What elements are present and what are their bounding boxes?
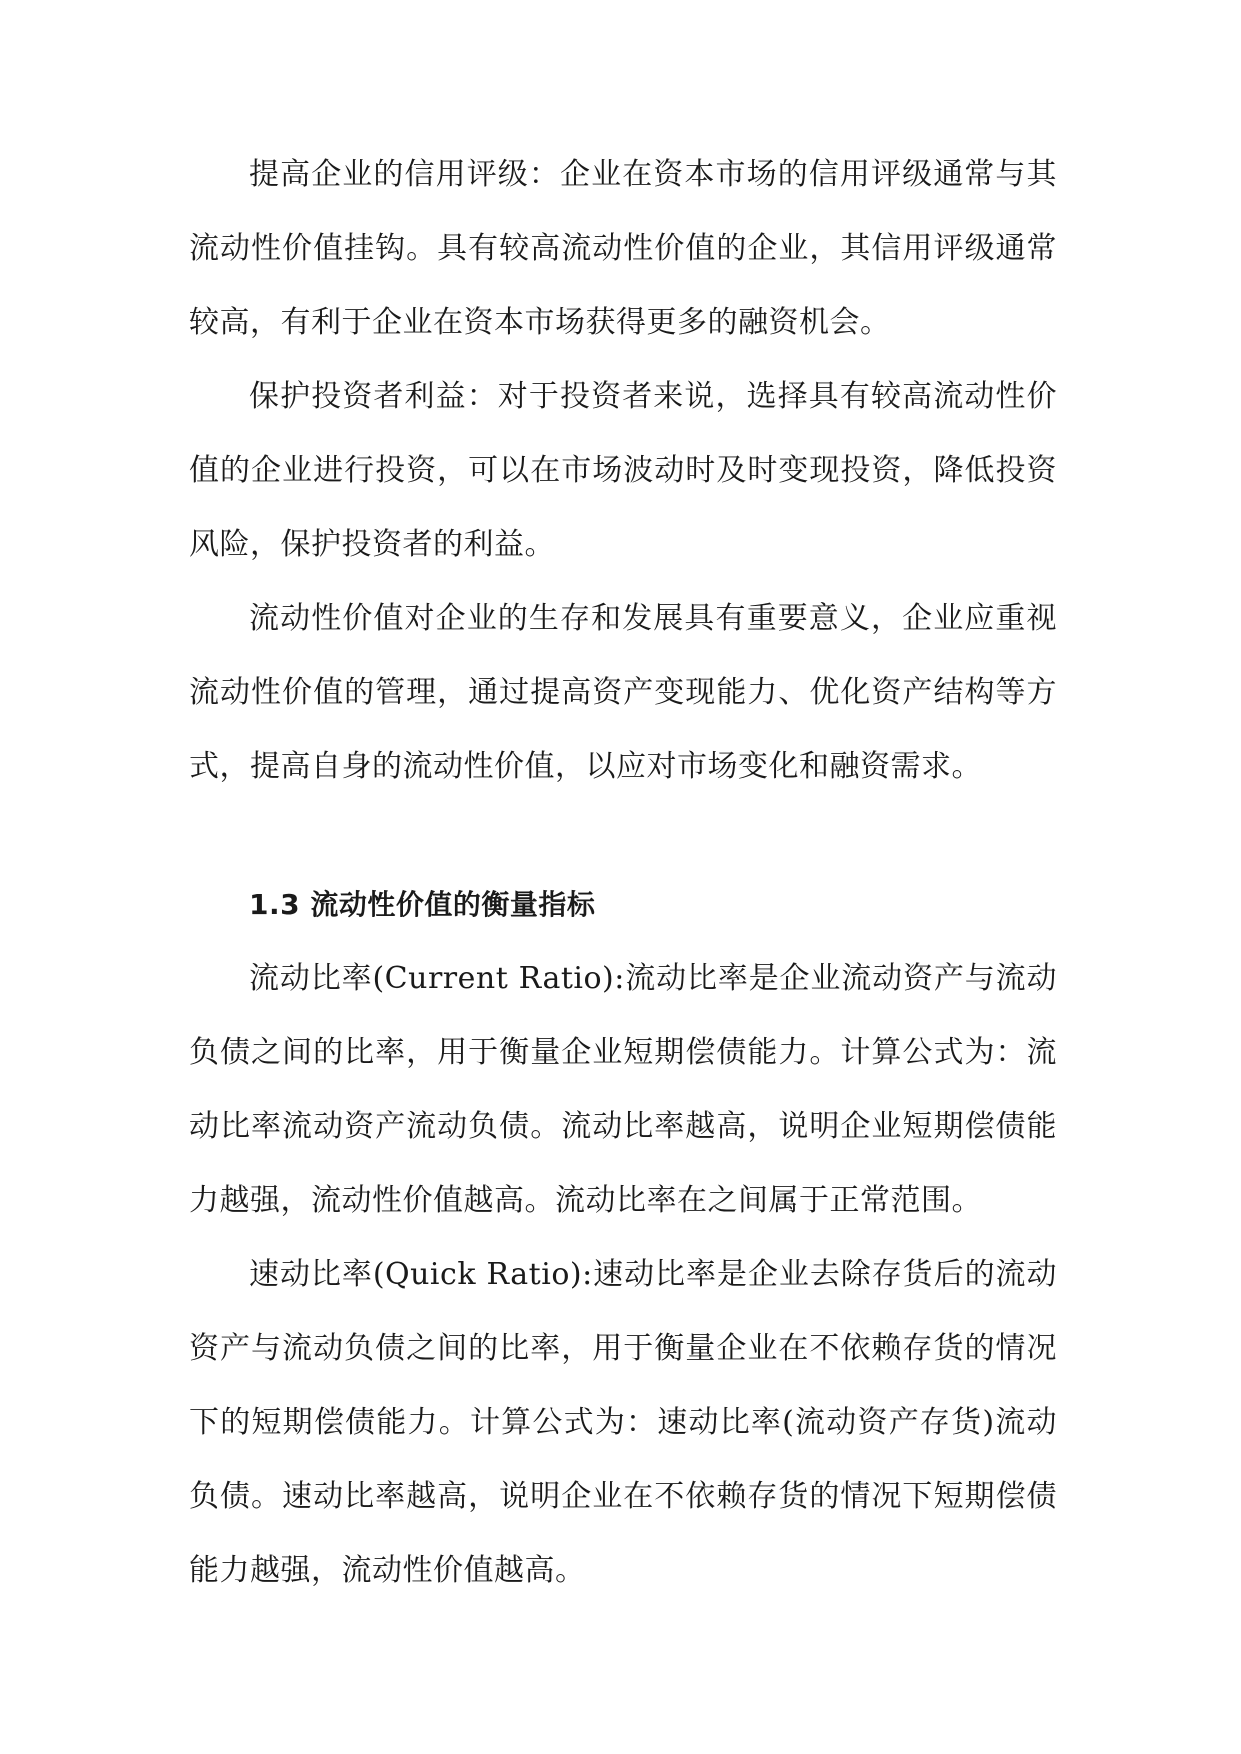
paragraph-current-ratio: 流动比率(Current Ratio):流动比率是企业流动资产与流动负债之间的比率，用于衡量企业短期偿债能力。计算公式为：流动比率流动资产流动负债。流动比率越高，说明企业短期偿债能力越强，流动性价值越高。流动比率在之间属于正常范围。	[189, 961, 1057, 1218]
document-page	[189, 138, 1057, 1608]
paragraph-credit-rating: 提高企业的信用评级：企业在资本市场的信用评级通常与其流动性价值挂钩。具有较高流动性价值的企业，其信用评级通常较高，有利于企业在资本市场获得更多的融资机会。	[189, 157, 1057, 340]
paragraph-quick-ratio: 速动比率(Quick Ratio):速动比率是企业去除存货后的流动资产与流动负债之间的比率，用于衡量企业在不依赖存货的情况下的短期偿债能力。计算公式为：速动比率(流动资产存货)流动负债。速动比率越高，说明企业在不依赖存货的情况下短期偿债能力越强，流动性价值越高。	[189, 1257, 1057, 1588]
paragraph-investor-protection: 保护投资者利益：对于投资者来说，选择具有较高流动性价值的企业进行投资，可以在市场波动时及时变现投资，降低投资风险，保护投资者的利益。	[189, 379, 1057, 562]
section-heading: 1.3 流动性价值的衡量指标	[249, 888, 596, 921]
paragraph-liquidity-importance: 流动性价值对企业的生存和发展具有重要意义，企业应重视流动性价值的管理，通过提高资产变现能力、优化资产结构等方式，提高自身的流动性价值，以应对市场变化和融资需求。	[189, 601, 1057, 784]
